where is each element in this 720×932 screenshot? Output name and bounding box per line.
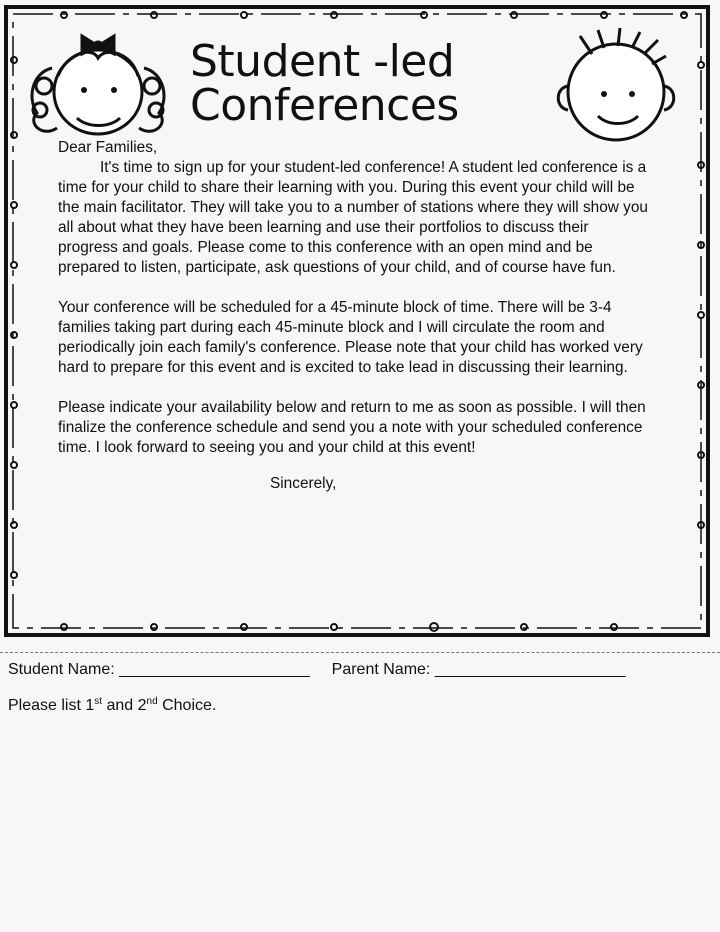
choice-sup-first: st bbox=[94, 696, 103, 707]
page-title bbox=[190, 36, 530, 131]
parent-name-label: Parent Name: bbox=[331, 661, 431, 678]
student-name-field[interactable]: ________________________ bbox=[119, 661, 309, 678]
letter-paragraph-1: It's time to sign up for your student-led conference! A student led conference is a time for your child to share their learning with you. During this event your child will be the main facilitator. They will take you to a number of stations where they will show you all about what they have been learning and use their portfolios to discuss their progress and goals. Please come to this conference with an open mind and be prepared to listen, participate, ask questions of your child, and of course have fun. bbox=[58, 159, 648, 276]
choice-prefix: Please list 1 bbox=[8, 697, 95, 714]
choice-suffix: Choice. bbox=[157, 697, 217, 714]
parent-name-field[interactable]: ________________________ bbox=[434, 661, 625, 678]
letter-body bbox=[58, 138, 648, 494]
salutation: Dear Families, bbox=[58, 139, 158, 156]
girl-face-icon bbox=[22, 18, 174, 142]
letter-paragraph-3: Please indicate your availability below and return to me as soon as possible. I will then finalize the conference schedule and send you a note with your scheduled conference time. I look forward to seeing you and your child at this event! bbox=[58, 399, 646, 456]
cut-line bbox=[0, 652, 720, 653]
choice-instructions bbox=[8, 696, 216, 715]
signoff: Sincerely, bbox=[270, 475, 337, 492]
choice-sup-second: nd bbox=[146, 696, 158, 707]
choice-mid: and 2 bbox=[102, 697, 147, 714]
student-name-label: Student Name: bbox=[8, 661, 115, 678]
title-line-1: Student -led bbox=[190, 36, 455, 87]
letter-paragraph-2: Your conference will be scheduled for a 45-minute block of time. There will be 3-4 families taking part during each 45-minute block and I will circulate the room and periodically join each family's conference. Please note that your child has worked very hard to prepare for this event and is excited to take lead in discussing their learning. bbox=[58, 299, 643, 376]
boy-face-icon bbox=[540, 26, 690, 146]
title-line-2: Conferences bbox=[190, 80, 459, 131]
name-fields-row bbox=[8, 661, 714, 679]
